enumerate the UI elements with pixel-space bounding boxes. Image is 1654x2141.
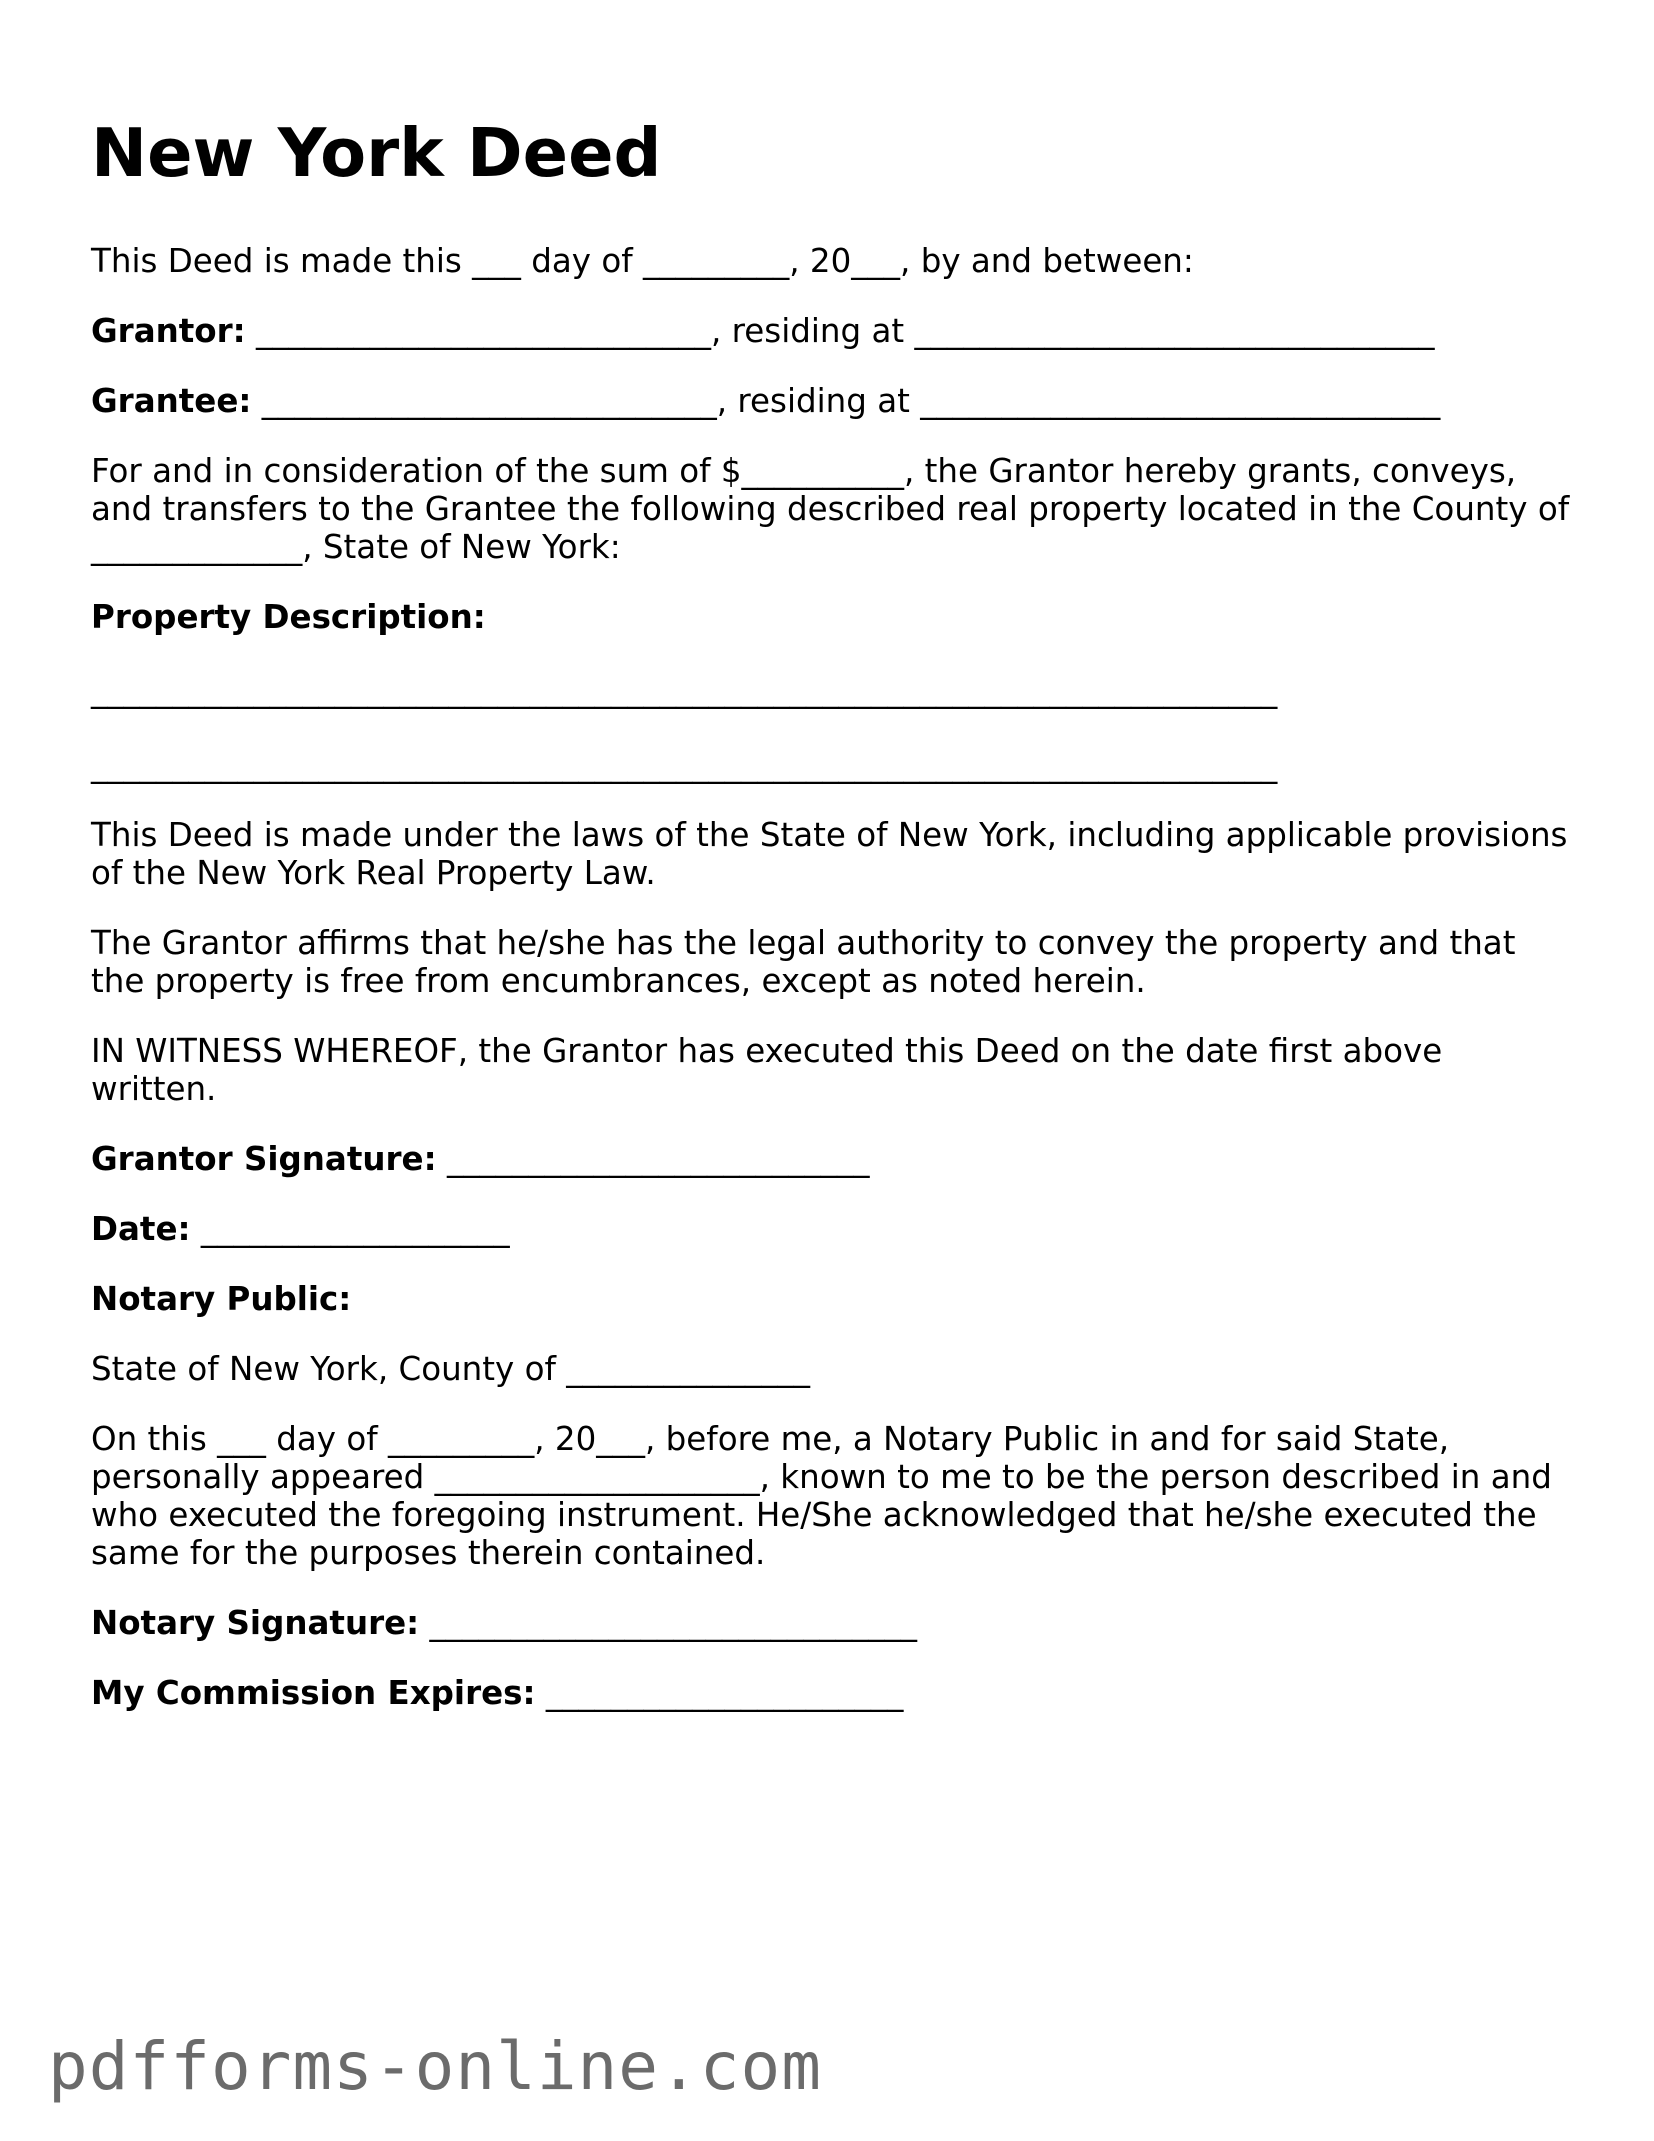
affirmation-paragraph: The Grantor affirms that he/she has the legal authority to convey the property and that the property is free from encumbrances, except as noted herein.: [91, 924, 1526, 1001]
grantee-blank: ____________________________, residing at ________________________________: [251, 382, 1441, 421]
notary-signature-label: Notary Signature:: [91, 1604, 420, 1643]
date-label: Date:: [91, 1210, 191, 1249]
grantor-signature-label: Grantor Signature:: [91, 1140, 437, 1179]
property-description-line-2: _________________________________________________________________________: [91, 746, 1278, 785]
intro-line: This Deed is made this ___ day of _________, 20___, by and between:: [91, 242, 1194, 281]
notary-acknowledgment-paragraph: On this ___ day of _________, 20___, before me, a Notary Public in and for said State, personally appeared ____________________, known to me to be the person described in and who executed the foregoing instrument. He/She acknowledged that he/she executed the same for the purposes therein contained.: [91, 1420, 1563, 1573]
watermark: pdfforms-online.com: [48, 2028, 822, 2105]
document-title: New York Deed: [91, 114, 662, 192]
laws-paragraph: This Deed is made under the laws of the State of New York, including applicable provisions of the New York Real Property Law.: [91, 816, 1578, 893]
date-line: [91, 1210, 1571, 1248]
commission-expires-blank: ______________________: [535, 1674, 904, 1713]
consideration-paragraph: For and in consideration of the sum of $__________, the Grantor hereby grants, conveys, and transfers to the Grantee the following described real property located in the County of _____________, State of New York:: [91, 452, 1580, 567]
property-description-line-1: _________________________________________________________________________: [91, 671, 1278, 710]
deed-document: [91, 114, 1580, 1713]
grantor-label: Grantor:: [91, 312, 246, 351]
grantor-signature-line: [91, 1140, 1571, 1178]
commission-expires-line: [91, 1674, 1571, 1712]
commission-expires-label: My Commission Expires:: [91, 1674, 536, 1713]
date-blank: ___________________: [190, 1210, 510, 1249]
grantor-blank: ____________________________, residing at ________________________________: [245, 312, 1435, 351]
grantor-line: [91, 312, 1571, 350]
witness-paragraph: IN WITNESS WHEREOF, the Grantor has executed this Deed on the date first above written.: [91, 1032, 1453, 1109]
grantee-line: [91, 382, 1571, 420]
grantee-label: Grantee:: [91, 382, 252, 421]
notary-public-heading: Notary Public:: [91, 1280, 352, 1319]
property-description-label: Property Description:: [91, 598, 486, 637]
notary-signature-line: [91, 1604, 1571, 1642]
grantor-signature-blank: __________________________: [436, 1140, 870, 1179]
notary-county-line: State of New York, County of _______________: [91, 1350, 810, 1389]
notary-signature-blank: ______________________________: [419, 1604, 917, 1643]
